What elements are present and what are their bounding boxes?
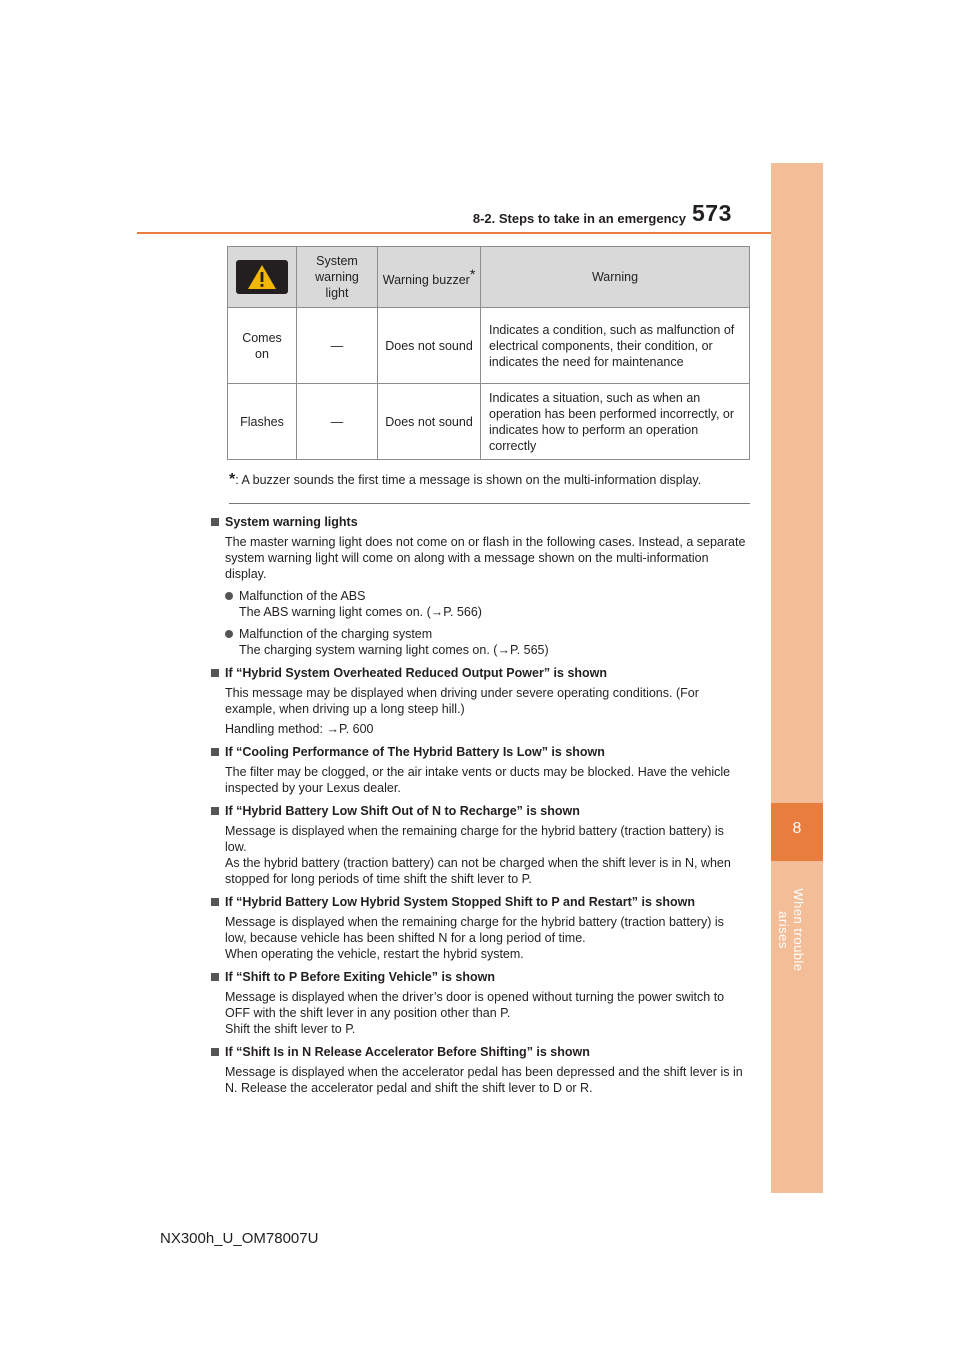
section-text: Handling method: →P. 600 — [225, 722, 374, 736]
header-buzzer: Warning buzzer* — [378, 247, 481, 308]
section-text: Shift the shift lever to P. — [225, 1022, 356, 1036]
section-text: Message is displayed when the accelerator pedal has been depressed and the shift lever is in N. Release the accelerator pedal and shift the shift lever to D or R. — [225, 1065, 743, 1095]
chapter-label: When trouble arises — [776, 888, 806, 972]
header-icon-cell — [228, 247, 297, 308]
footnote-text: : A buzzer sounds the first time a message is shown on the multi-information display. — [235, 473, 702, 487]
table-row — [228, 384, 750, 460]
section-heading: If “Hybrid Battery Low Shift Out of N to Recharge” is shown — [211, 803, 747, 819]
list-item: Malfunction of the ABS The ABS warning light comes on. (→P. 566) — [211, 588, 747, 620]
section-heading: System warning lights — [211, 514, 747, 530]
cell-system: — — [297, 308, 378, 384]
cell-light: Comes on — [228, 308, 297, 384]
cell-system: — — [297, 384, 378, 460]
section-heading: If “Hybrid Battery Low Hybrid System Stopped Shift to P and Restart” is shown — [211, 894, 747, 910]
section-text: The filter may be clogged, or the air intake vents or ducts may be blocked. Have the vehicle inspected by your Lexus dealer. — [225, 765, 731, 795]
header-system-light: System warning light — [297, 247, 378, 308]
section-title: 8-2. Steps to take in an emergency — [472, 211, 686, 226]
round-bullet-icon — [225, 592, 233, 600]
list-item: Malfunction of the charging system The charging system warning light comes on. (→P. 565) — [211, 626, 747, 658]
document-code: NX300h_U_OM78007U — [160, 1230, 319, 1247]
section-heading: If “Cooling Performance of The Hybrid Battery Is Low” is shown — [211, 744, 747, 760]
round-bullet-icon — [225, 630, 233, 638]
cell-buzzer: Does not sound — [378, 308, 481, 384]
page-number: 573 — [692, 200, 732, 226]
sidebar — [771, 163, 823, 1193]
section-text: This message may be displayed when driving under severe operating conditions. (For example, when driving up a long steep hill.) — [225, 686, 699, 716]
square-bullet-icon — [211, 898, 219, 906]
section-text: Message is displayed when the remaining charge for the hybrid battery (traction battery) is low. — [225, 824, 724, 854]
table-row — [228, 308, 750, 384]
section-text: When operating the vehicle, restart the hybrid system. — [225, 947, 524, 961]
header-rule — [137, 232, 823, 234]
footnote-mark: * — [229, 471, 236, 488]
table-header-row — [228, 247, 750, 308]
cell-warning: Indicates a situation, such as when an operation has been performed incorrectly, or indicates how to perform an operation correctly — [481, 384, 750, 460]
master-warning-icon — [236, 260, 288, 294]
warning-table — [227, 246, 750, 460]
section-text: Message is displayed when the driver’s door is opened without turning the power switch to OFF with the shift lever in any position other than P. — [225, 990, 725, 1020]
cell-buzzer: Does not sound — [378, 384, 481, 460]
cell-light: Flashes — [228, 384, 297, 460]
chapter-number: 8 — [792, 820, 802, 837]
cell-warning: Indicates a condition, such as malfunction of electrical components, their condition, or indicates the need for maintenance — [481, 308, 750, 384]
footnote-rule — [229, 503, 750, 504]
buzzer-footnote-mark: * — [469, 265, 476, 282]
table-footnote — [229, 471, 701, 489]
section-text: As the hybrid battery (traction battery) can not be charged when the shift lever is in N, when stopped for long periods of time shift the shift lever to P. — [225, 856, 731, 886]
header-warning: Warning — [481, 247, 750, 308]
square-bullet-icon — [211, 669, 219, 677]
square-bullet-icon — [211, 807, 219, 815]
square-bullet-icon — [211, 748, 219, 756]
section-text: The master warning light does not come on or flash in the following cases. Instead, a separate system warning light will come on along with a message shown on the multi-information display. — [225, 535, 746, 581]
notes-body — [211, 514, 747, 1096]
section-heading: If “Shift to P Before Exiting Vehicle” is shown — [211, 969, 747, 985]
square-bullet-icon — [211, 518, 219, 526]
square-bullet-icon — [211, 1048, 219, 1056]
section-text: Message is displayed when the remaining charge for the hybrid battery (traction battery) is low, because vehicle has been shifted N for a long period of time. — [225, 915, 724, 945]
section-heading: If “Hybrid System Overheated Reduced Output Power” is shown — [211, 665, 747, 681]
section-heading: If “Shift Is in N Release Accelerator Before Shifting” is shown — [211, 1044, 747, 1060]
square-bullet-icon — [211, 973, 219, 981]
